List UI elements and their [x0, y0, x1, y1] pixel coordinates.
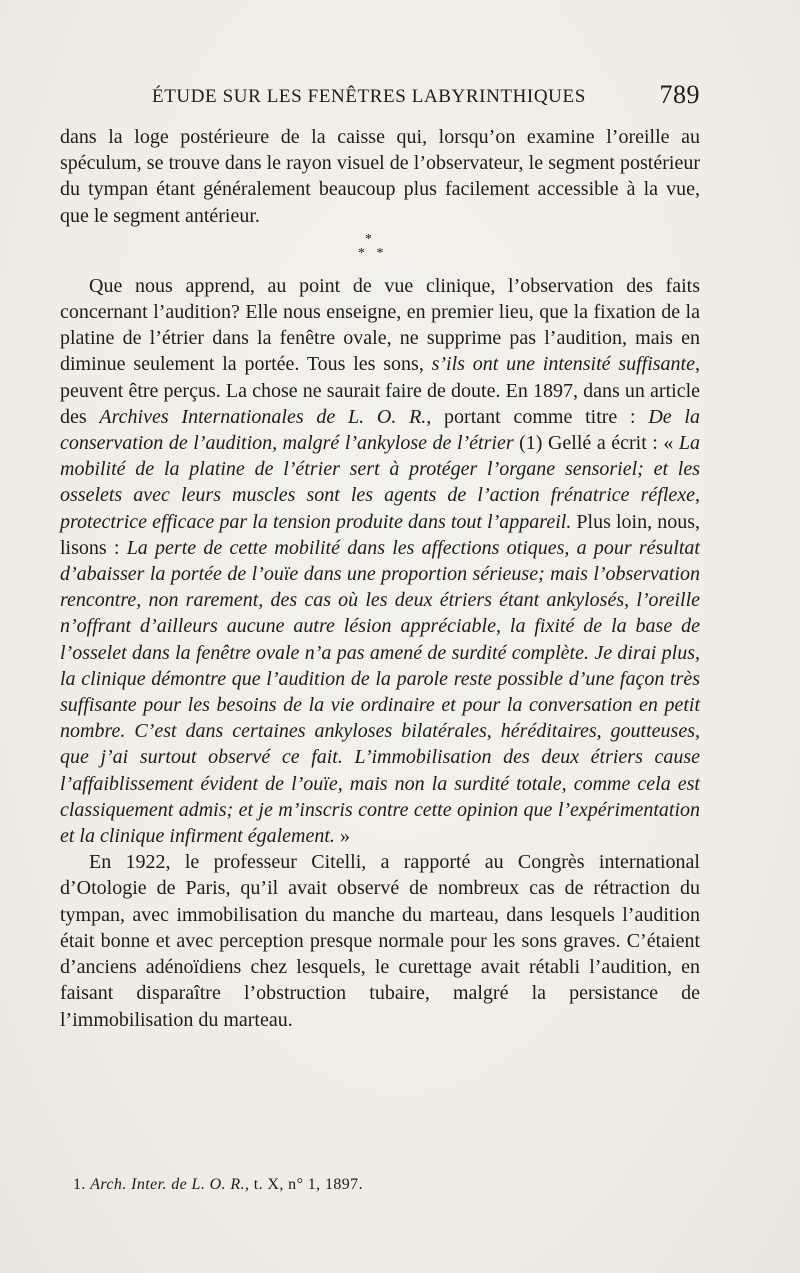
asterism-bottom: * *: [358, 245, 388, 261]
quotation-part-2: La perte de cette mobilité dans les affections otiques, a pour résultat d’abaisser la portée de l’ouïe dans une proportion sérieuse; mais l’observation rencontre, non rarement, des cas où les deux étriers étant ankylosés, l’oreille n’offrant d’ailleurs aucune autre lésion appréciable, la fixité de la base de l’osselet dans la fenêtre ovale n’a pas amené de surdité complète. Je dirai plus, la clinique démontre que l’audition de la parole reste possible d’une façon très suffisante pour les besoins de la vie ordinaire et pour la conversation en petit nombre. C’est dans certaines ankyloses bilatérales, héréditaires, goutteuses, que j’ai surtout observé ce fait. L’immobilisation des deux étriers cause l’affaiblissement évident de l’ouïe, mais non la surdité totale, comme cela est classiquement admis; et je m’inscris contre cette opinion que l’expérimentation et la clinique infirment également.: [60, 536, 700, 848]
running-title: ÉTUDE SUR LES FENÊTRES LABYRINTHIQUES: [152, 86, 586, 107]
text-run: Plus loin, nous, lisons :: [60, 510, 701, 559]
paragraph-clinical-observation: [60, 273, 700, 849]
paragraph-continuation: dans la loge postérieure de la caisse qui, lorsqu’on examine l’oreille au spéculum, se trouve dans le rayon visuel de l’observateur, le segment postérieur du tympan étant généralement beaucoup plus facilement accessible à la vue, que le segment antérieur.: [60, 126, 700, 227]
body-text: [60, 124, 700, 1033]
quotation-part-1: La mobilité de la platine de l’étrier sert à protéger l’organe sensoriel; et les osselets avec leurs muscles sont les agents de l’action frénatrice réflexe, protectrice efficace par la tension produite dans tout l’appareil.: [60, 432, 701, 533]
journal-title: Archives Internationales de L. O. R.: [99, 405, 427, 428]
text-run: Que nous apprend, au point de vue clinique, l’observation des faits concernant l’audition? Elle nous enseigne, en premier lieu, que la fixation de la platine de l’étrier dans la fenêtre ovale, ne supprime pas l’audition, mais en diminue seulement la portée. Tous les sons,: [60, 274, 700, 376]
footnote-number: 1.: [73, 1176, 86, 1193]
section-break-asterism: [60, 229, 700, 273]
text-run: »: [334, 825, 350, 848]
asterism-top: *: [365, 231, 372, 247]
text-run: (1) Gellé a écrit : «: [513, 432, 679, 455]
italic-run: s’ils ont une intensité suffisante: [431, 353, 695, 376]
article-title: De la conservation de l’audition, malgré l’ankylose de l’étrier: [60, 405, 700, 455]
footnote-source: Arch. Inter. de L. O. R.: [90, 1176, 245, 1193]
footnote: [73, 1176, 363, 1194]
page-header: [60, 80, 700, 114]
page-number: 789: [659, 80, 700, 109]
paragraph-citelli: En 1922, le professeur Citelli, a rapporté au Congrès international d’Otologie de Paris, qu’il avait observé de nombreux cas de rétraction du tympan, avec immobilisation du manche du marteau, dans lesquels l’audition était bonne et avec perception presque normale pour les sons graves. C’étaient d’anciens adénoïdiens chez lesquels, le curettage avait rétabli l’audition, en faisant disparaître l’obstruction tubaire, malgré la persistance de l’immobilisation du marteau.: [60, 851, 700, 1031]
text-run: , portant comme titre :: [426, 405, 649, 428]
text-run: , peuvent être perçus. La chose ne saurait faire de doute. En 1897, dans un article des: [60, 353, 700, 428]
footnote-details: , t. X, n° 1, 1897.: [244, 1176, 363, 1193]
